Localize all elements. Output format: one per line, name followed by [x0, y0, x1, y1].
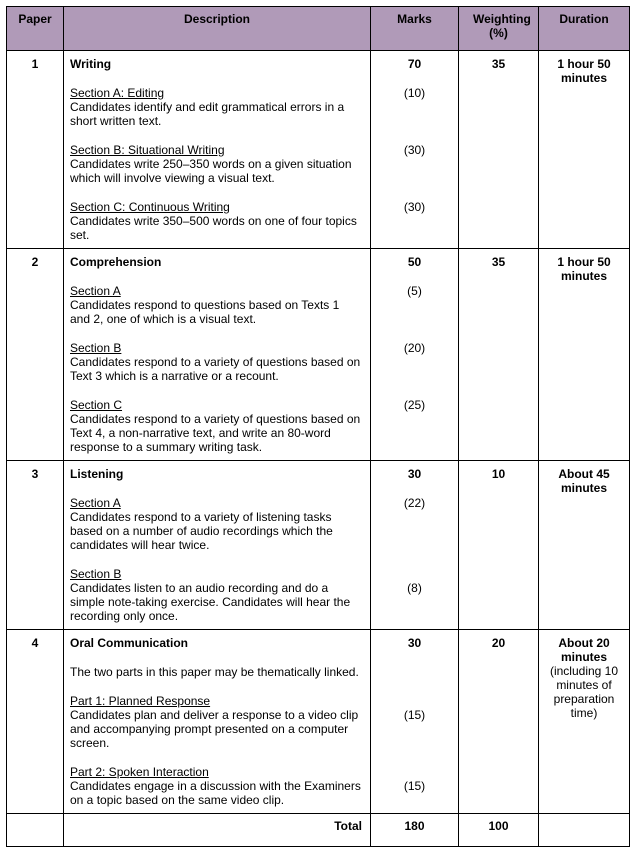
paper-marks: [371, 249, 459, 461]
section: [70, 496, 362, 552]
paper-title: Listening: [70, 467, 124, 481]
paper-marks-total: 30: [407, 467, 422, 481]
paper-duration: [539, 51, 630, 249]
section-title: Section A: Editing: [70, 86, 165, 100]
section-title: Section C: Continuous Writing: [70, 200, 230, 214]
section: [70, 694, 362, 750]
paper-number: 2: [7, 249, 64, 461]
section-marks: (10): [403, 86, 426, 100]
section-title: Section A: [70, 496, 121, 510]
paper-marks-total: 50: [407, 255, 422, 269]
section-marks: (22): [403, 496, 426, 510]
total-marks: 180: [371, 814, 459, 847]
section-title: Part 2: Spoken Interaction: [70, 765, 209, 779]
section-text: Candidates respond to a variety of listening tasks based on a number of audio recordings which the candidates will hear twice.: [70, 510, 333, 552]
section-text: Candidates identify and edit grammatical errors in a short written text.: [70, 100, 345, 128]
duration-main: About 45 minutes: [558, 467, 610, 495]
paper-duration: [539, 461, 630, 630]
header-marks: Marks: [371, 7, 459, 51]
paper-duration: [539, 249, 630, 461]
section: [70, 200, 362, 242]
paper-title: Oral Communication: [70, 636, 189, 650]
duration-main: 1 hour 50 minutes: [557, 57, 611, 85]
section-text: Candidates respond to questions based on Texts 1 and 2, one of which is a visual text.: [70, 298, 340, 326]
paper-title: Comprehension: [70, 255, 162, 269]
section-marks: (15): [403, 708, 426, 722]
section: [70, 143, 362, 185]
paper-row: [7, 461, 630, 630]
header-weighting: Weighting (%): [459, 7, 539, 51]
section: [70, 398, 362, 454]
section-text: Candidates engage in a discussion with the Examiners on a topic based on the same video clip.: [70, 779, 361, 807]
total-empty-cell: [7, 814, 64, 847]
section-text: Candidates write 250–350 words on a given situation which will involve viewing a visual text.: [70, 157, 352, 185]
section-title: Section A: [70, 284, 121, 298]
paper-number: 1: [7, 51, 64, 249]
paper-marks-total: 70: [407, 57, 422, 71]
header-description: Description: [64, 7, 371, 51]
paper-description: [64, 461, 371, 630]
section: [70, 765, 362, 807]
duration-main: 1 hour 50 minutes: [557, 255, 611, 283]
paper-duration: [539, 630, 630, 814]
section-marks: (20): [403, 341, 426, 355]
paper-intro: The two parts in this paper may be thematically linked.: [70, 665, 359, 679]
paper-description: [64, 630, 371, 814]
paper-description: [64, 51, 371, 249]
section-text: Candidates respond to a variety of questions based on Text 3 which is a narrative or a recount.: [70, 355, 361, 383]
section-title: Part 1: Planned Response: [70, 694, 211, 708]
section-text: Candidates listen to an audio recording and do a simple note-taking exercise. Candidates will hear the recording only once.: [70, 581, 351, 623]
section-marks: (30): [403, 143, 426, 157]
paper-title: Writing: [70, 57, 112, 71]
header-paper: Paper: [7, 7, 64, 51]
total-empty-duration: [539, 814, 630, 847]
paper-marks: [371, 51, 459, 249]
paper-row: [7, 630, 630, 814]
section: [70, 284, 362, 326]
section: [70, 567, 362, 623]
section: [70, 341, 362, 383]
duration-note: (including 10 minutes of preparation time): [549, 664, 619, 720]
paper-number: 4: [7, 630, 64, 814]
duration-main: About 20 minutes: [558, 636, 610, 664]
section-title: Section B: [70, 567, 122, 581]
total-label: Total: [64, 814, 371, 847]
paper-number: 3: [7, 461, 64, 630]
section-marks: (5): [407, 284, 422, 298]
section-text: Candidates respond to a variety of questions based on Text 4, a non-narrative text, and write an 80-word response to a summary writing task.: [70, 412, 361, 454]
section-marks: (8): [407, 581, 422, 595]
section-marks: (15): [403, 779, 426, 793]
paper-weighting: 35: [459, 51, 539, 249]
paper-marks: [371, 461, 459, 630]
header-duration: Duration: [539, 7, 630, 51]
section-title: Section B: [70, 341, 122, 355]
paper-weighting: 10: [459, 461, 539, 630]
section-title: Section C: [70, 398, 123, 412]
paper-row: [7, 249, 630, 461]
header-row: [7, 7, 630, 51]
section-marks: (25): [403, 398, 426, 412]
total-row: [7, 814, 630, 847]
section: [70, 86, 362, 128]
section-marks: (30): [403, 200, 426, 214]
exam-format-table: [6, 6, 630, 847]
paper-marks: [371, 630, 459, 814]
paper-marks-total: 30: [407, 636, 422, 650]
paper-weighting: 20: [459, 630, 539, 814]
section-title: Section B: Situational Writing: [70, 143, 225, 157]
paper-description: [64, 249, 371, 461]
section-text: Candidates plan and deliver a response to a video clip and accompanying prompt presented on a computer screen.: [70, 708, 359, 750]
total-weighting: 100: [459, 814, 539, 847]
section-text: Candidates write 350–500 words on one of four topics set.: [70, 214, 357, 242]
paper-weighting: 35: [459, 249, 539, 461]
paper-row: [7, 51, 630, 249]
